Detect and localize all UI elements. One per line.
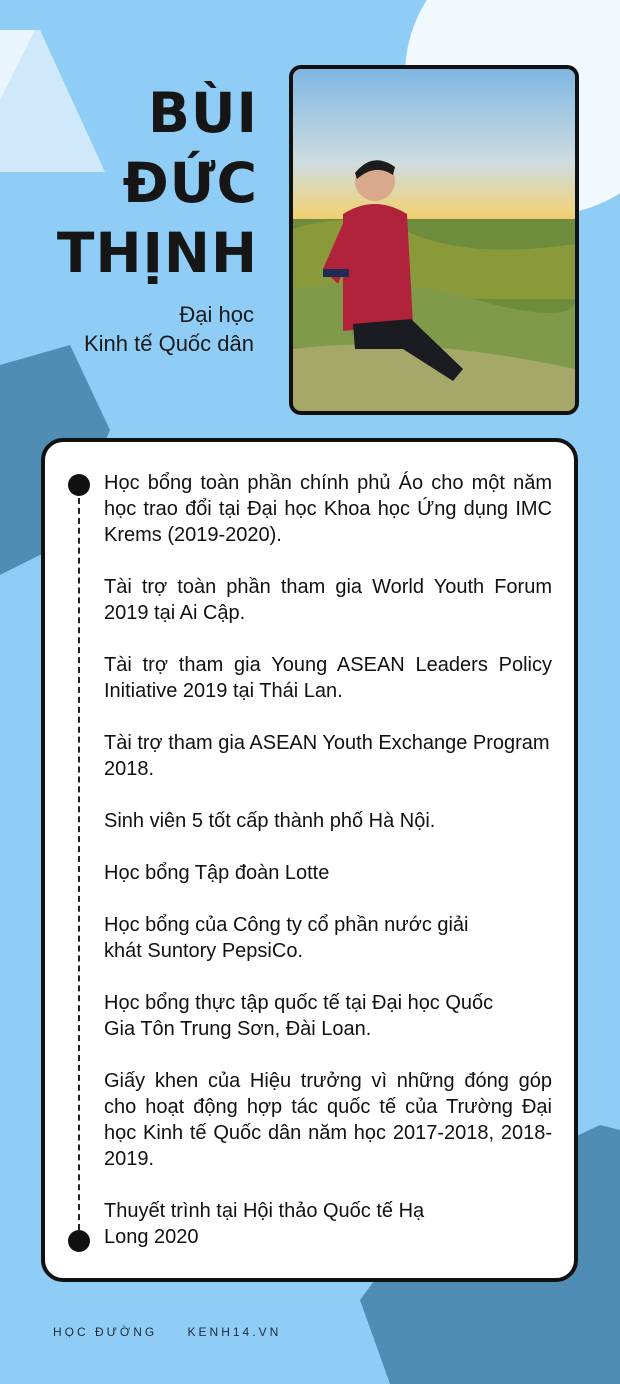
name-line-2: ĐỨC — [122, 151, 258, 215]
achievements-card — [41, 438, 578, 1282]
footer — [53, 1325, 305, 1339]
achievement-item: Học bổng toàn phần chính phủ Áo cho một năm học trao đổi tại Đại học Khoa học Ứng dụng IMC Krems (2019-2020). — [104, 472, 552, 546]
achievement-item: Học bổng của Công ty cổ phần nước giải khát Suntory PepsiCo. — [104, 914, 469, 962]
name-line-3: THỊNH — [56, 221, 258, 285]
achievement-item: Thuyết trình tại Hội thảo Quốc tế Hạ Long 2020 — [104, 1200, 425, 1248]
achievement-item: Tài trợ tham gia ASEAN Youth Exchange Program 2018. — [104, 732, 550, 780]
achievement-item: Học bổng Tập đoàn Lotte — [104, 862, 330, 884]
profile-name — [57, 78, 258, 288]
achievement-list — [104, 470, 552, 1276]
school-line-1: Đại học — [179, 302, 254, 327]
profile-school — [84, 300, 254, 358]
footer-section: HỌC ĐƯỜNG — [53, 1325, 158, 1339]
achievement-item: Giấy khen của Hiệu trưởng vì những đóng góp cho hoạt động hợp tác quốc tế của Trường Đại học Kinh tế Quốc dân năm học 2017-2018, 2018-2019. — [104, 1070, 552, 1170]
school-line-2: Kinh tế Quốc dân — [83, 331, 254, 356]
profile-photo — [289, 65, 579, 415]
name-line-1: BÙI — [147, 81, 258, 145]
achievement-item: Học bổng thực tập quốc tế tại Đại học Quốc Gia Tôn Trung Sơn, Đài Loan. — [104, 992, 494, 1040]
achievement-item: Sinh viên 5 tốt cấp thành phố Hà Nội. — [104, 810, 436, 832]
footer-site: KENH14.VN — [187, 1325, 282, 1339]
timeline-line — [78, 488, 80, 1240]
timeline-dot-top — [68, 474, 90, 496]
achievement-item: Tài trợ tham gia Young ASEAN Leaders Policy Initiative 2019 tại Thái Lan. — [104, 654, 552, 702]
achievement-item: Tài trợ toàn phần tham gia World Youth Forum 2019 tại Ai Cập. — [104, 576, 552, 624]
timeline-dot-bottom — [68, 1230, 90, 1252]
